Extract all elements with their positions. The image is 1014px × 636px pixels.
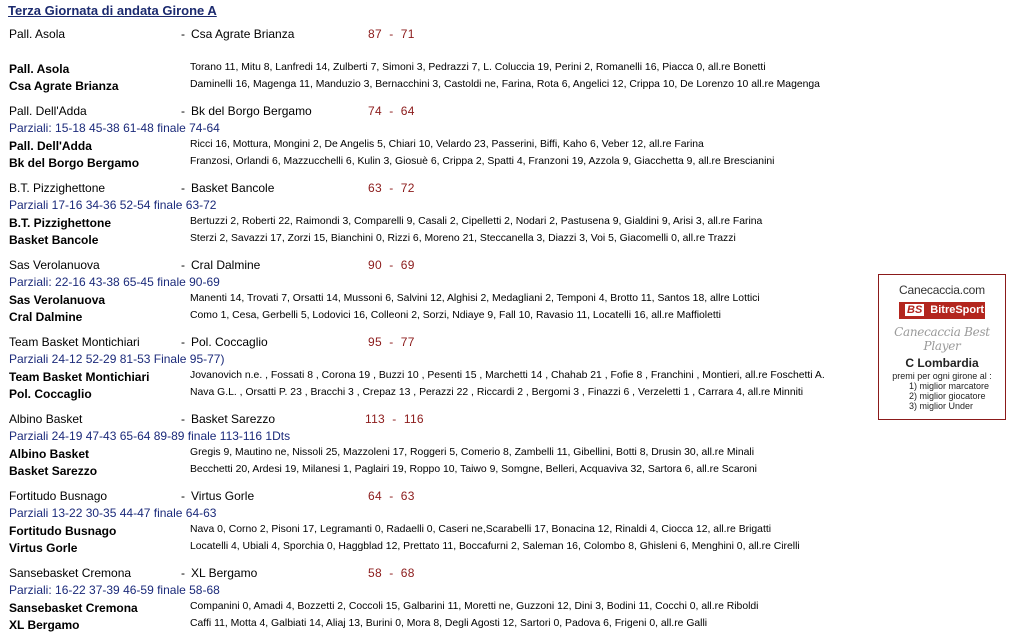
away-team-name: Virtus Gorle bbox=[191, 489, 255, 503]
team-separator: - bbox=[181, 258, 185, 272]
home-team-name: Sas Verolanuova bbox=[9, 258, 100, 272]
home-players: Gregis 9, Mautino ne, Nissoli 25, Mazzoleni 17, Roggeri 5, Comerio 8, Zambelli 11, Gibellini, Botti 8, Drusin 30, all.re Minali bbox=[190, 447, 755, 458]
home-players: Companini 0, Amadi 4, Bozzetti 2, Coccoli 15, Galbarini 11, Moretti ne, Guzzoni 12, Dini 3, Bodini 11, Cocchi 0, all.re Riboldi bbox=[190, 601, 759, 612]
home-team-label: B.T. Pizzighettone bbox=[9, 216, 111, 230]
home-team-name: Pall. Asola bbox=[9, 27, 66, 41]
away-team-label: Csa Agrate Brianza bbox=[9, 79, 119, 93]
away-team-label: Bk del Borgo Bergamo bbox=[9, 156, 140, 170]
quarter-partials: Parziali 24-12 52-29 81-53 Finale 95-77) bbox=[9, 352, 225, 366]
home-players: Bertuzzi 2, Roberti 22, Raimondi 3, Comparelli 9, Casali 2, Cipelletti 2, Nodari 2, Pastusena 9, Gialdini 9, Arisi 3, all.re Farina bbox=[190, 216, 763, 227]
team-separator: - bbox=[181, 335, 185, 349]
match-score: 74 - 64 bbox=[368, 104, 415, 118]
away-team-label: Basket Bancole bbox=[9, 233, 99, 247]
away-players: Daminelli 16, Magenga 11, Manduzio 3, Bernacchini 3, Castoldi ne, Farina, Rota 6, Angelici 12, Crippa 10, De Lorenzo 10 all.re Magenga bbox=[190, 79, 820, 90]
quarter-partials: Parziali: 15-18 45-38 61-48 finale 74-64 bbox=[9, 121, 220, 135]
quarter-partials: Parziali 13-22 30-35 44-47 finale 64-63 bbox=[9, 506, 217, 520]
team-separator: - bbox=[181, 489, 185, 503]
ad-brand-logo bbox=[899, 302, 985, 319]
away-players: Locatelli 4, Ubiali 4, Sporchia 0, Haggblad 12, Prettato 11, Boccafurni 2, Saleman 16, Colombo 8, Ghisleni 6, Menghini 0, all.re Cirelli bbox=[190, 541, 800, 552]
away-team-label: Basket Sarezzo bbox=[9, 464, 98, 478]
ad-region: C Lombardia bbox=[905, 356, 979, 370]
home-team-label: Pall. Asola bbox=[9, 62, 70, 76]
ad-banner-text: Canecaccia Best Player bbox=[894, 325, 990, 353]
ad-description: premi per ogni girone al : bbox=[892, 371, 992, 381]
away-players: Como 1, Cesa, Gerbelli 5, Lodovici 16, Colleoni 2, Sorzi, Ndiaye 9, Fall 10, Ravasio 11, Locatelli 16, all.re Maffioletti bbox=[190, 310, 721, 321]
match-score: 87 - 71 bbox=[368, 27, 415, 41]
away-team-name: Csa Agrate Brianza bbox=[191, 27, 295, 41]
quarter-partials: Parziali: 22-16 43-38 65-45 finale 90-69 bbox=[9, 275, 220, 289]
sponsor-ad[interactable] bbox=[878, 274, 1006, 420]
team-separator: - bbox=[181, 104, 185, 118]
match-score: 64 - 63 bbox=[368, 489, 415, 503]
away-team-name: Cral Dalmine bbox=[191, 258, 261, 272]
home-players: Torano 11, Mitu 8, Lanfredi 14, Zulberti 7, Simoni 3, Pedrazzi 7, L. Coluccia 19, Perini 2, Romanelli 16, Piacca 0, all.re Bonetti bbox=[190, 62, 766, 73]
ad-prize-item: 1) miglior marcatore bbox=[909, 381, 990, 391]
home-team-name: Sansebasket Cremona bbox=[9, 566, 132, 580]
home-team-label: Team Basket Montichiari bbox=[9, 370, 150, 384]
home-team-label: Fortitudo Busnago bbox=[9, 524, 117, 538]
match-score: 95 - 77 bbox=[368, 335, 415, 349]
away-players: Sterzi 2, Savazzi 17, Zorzi 15, Bianchini 0, Rizzi 6, Moreno 21, Steccanella 3, Diazzi 3, Voi 5, Giacomelli 0, all.re Trazzi bbox=[190, 233, 736, 244]
home-team-name: Team Basket Montichiari bbox=[9, 335, 140, 349]
home-team-name: Fortitudo Busnago bbox=[9, 489, 108, 503]
ad-site-name: Canecaccia.com bbox=[899, 283, 985, 297]
team-separator: - bbox=[181, 27, 185, 41]
team-separator: - bbox=[181, 566, 185, 580]
match-score: 58 - 68 bbox=[368, 566, 415, 580]
away-players: Franzosi, Orlandi 6, Mazzucchelli 6, Kulin 3, Giosuè 6, Crippa 2, Spatti 4, Franzoni 19, Azzola 9, Giacchetta 9, all.re Brescianini bbox=[190, 156, 775, 167]
away-team-label: XL Bergamo bbox=[9, 618, 80, 632]
home-team-label: Pall. Dell'Adda bbox=[9, 139, 92, 153]
away-team-name: Basket Bancole bbox=[191, 181, 275, 195]
team-separator: - bbox=[181, 412, 185, 426]
ad-prize-item: 2) miglior giocatore bbox=[909, 391, 986, 401]
home-team-name: B.T. Pizzighettone bbox=[9, 181, 106, 195]
away-team-name: XL Bergamo bbox=[191, 566, 258, 580]
ad-prize-list bbox=[879, 381, 1005, 411]
away-team-name: Bk del Borgo Bergamo bbox=[191, 104, 312, 118]
quarter-partials: Parziali: 16-22 37-39 46-59 finale 58-68 bbox=[9, 583, 220, 597]
home-team-name: Pall. Dell'Adda bbox=[9, 104, 87, 118]
home-players: Manenti 14, Trovati 7, Orsatti 14, Mussoni 6, Salvini 12, Alghisi 2, Medagliani 2, Temponi 4, Brotto 11, Santos 18, allre Lottici bbox=[190, 293, 760, 304]
ad-prize-item: 3) miglior Under bbox=[909, 401, 974, 411]
match-score: 90 - 69 bbox=[368, 258, 415, 272]
bitre-logo-icon: BS bbox=[907, 304, 923, 316]
ad-brand-name: BitreSport bbox=[930, 304, 985, 316]
match-score: 113 - 116 bbox=[365, 412, 424, 426]
away-team-name: Basket Sarezzo bbox=[191, 412, 276, 426]
away-team-label: Cral Dalmine bbox=[9, 310, 83, 324]
page-title[interactable]: Terza Giornata di andata Girone A bbox=[8, 3, 217, 18]
team-separator: - bbox=[181, 181, 185, 195]
away-players: Caffi 11, Motta 4, Galbiati 14, Aliaj 13, Burini 0, Mora 8, Degli Agosti 12, Sartori 0, Padova 6, Frigeni 0, all.re Galli bbox=[190, 618, 708, 629]
away-players: Nava G.L. , Orsatti P. 23 , Bracchi 3 , Crepaz 13 , Perazzi 22 , Riccardi 2 , Bergomi 3 , Finazzi 6 , Verzeletti 1 , Carrara 4, all.re Minniti bbox=[190, 387, 804, 398]
home-players: Nava 0, Corno 2, Pisoni 17, Legramanti 0, Radaelli 0, Caseri ne,Scarabelli 17, Bonacina 12, Rinaldi 4, Ciocca 12, all.re Brigatti bbox=[190, 524, 772, 535]
home-players: Ricci 16, Mottura, Mongini 2, De Angelis 5, Chiari 10, Velardo 23, Passerini, Biffi, Kaho 6, Veber 12, all.re Farina bbox=[190, 139, 704, 150]
away-players: Becchetti 20, Ardesi 19, Milanesi 1, Paglairi 19, Roppo 10, Taiwo 9, Somgne, Belleri, Acquaviva 32, Sartora 6, all.re Scaroni bbox=[190, 464, 757, 475]
away-team-label: Pol. Coccaglio bbox=[9, 387, 92, 401]
home-players: Jovanovich n.e. , Fossati 8 , Corona 19 , Buzzi 10 , Pesenti 15 , Marchetti 14 , Chahab 21 , Fofie 8 , Franchini , Montieri, all.re Foschetti A. bbox=[190, 370, 825, 381]
home-team-label: Sas Verolanuova bbox=[9, 293, 106, 307]
quarter-partials: Parziali 17-16 34-36 52-54 finale 63-72 bbox=[9, 198, 217, 212]
away-team-label: Virtus Gorle bbox=[9, 541, 78, 555]
match-score: 63 - 72 bbox=[368, 181, 415, 195]
home-team-name: Albino Basket bbox=[9, 412, 83, 426]
quarter-partials: Parziali 24-19 47-43 65-64 89-89 finale 113-116 1Dts bbox=[9, 429, 291, 443]
away-team-name: Pol. Coccaglio bbox=[191, 335, 268, 349]
home-team-label: Sansebasket Cremona bbox=[9, 601, 138, 615]
home-team-label: Albino Basket bbox=[9, 447, 90, 461]
